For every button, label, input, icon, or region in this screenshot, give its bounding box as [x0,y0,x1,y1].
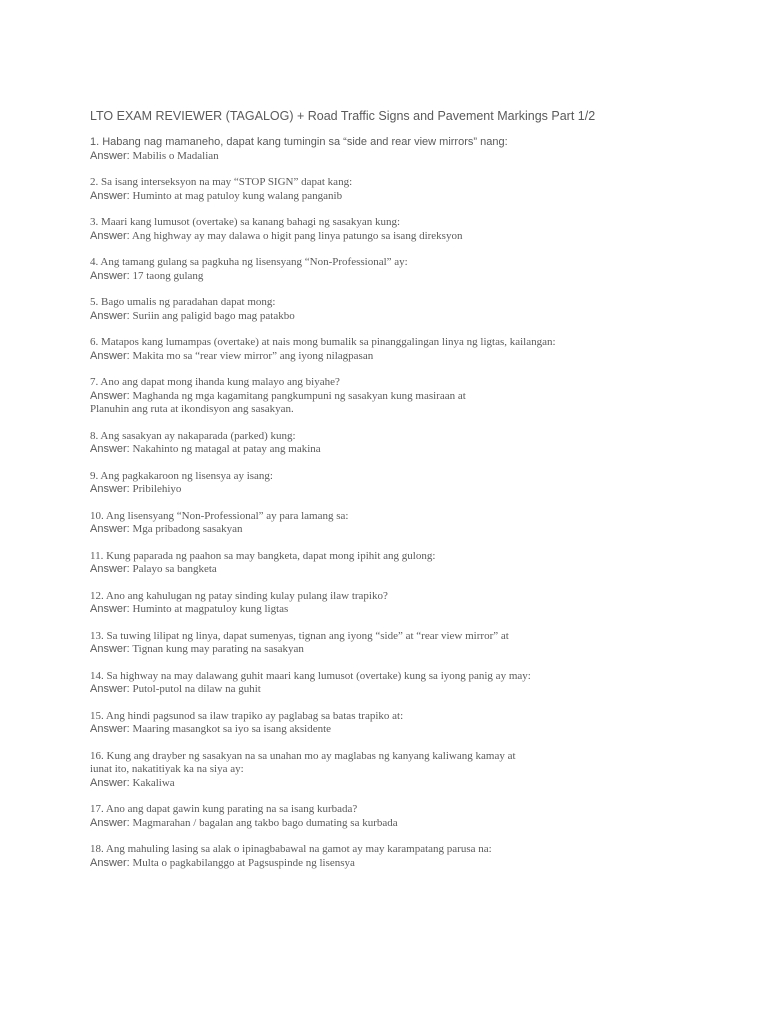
question [90,336,740,350]
answer-prefix: Answer: [90,443,130,455]
question-line: 13. Sa tuwing lilipat ng linya, dapat sumenyas, tignan ang iyong “side” at “rear view mirror” at [90,629,509,642]
qa-item [90,216,740,243]
question-line: 15. Ang hindi pagsunod sa ilaw trapiko ay paglabag sa batas trapiko at: [90,709,404,722]
answer-text: Mabilis o Madalian [132,149,219,162]
qa-item [90,843,740,870]
question-line: 9. Ang pagkakaroon ng lisensya ay isang: [90,469,273,482]
answer-text: 17 taong gulang [132,269,204,282]
answer-text: Magmarahan / bagalan ang takbo bago dumating sa kurbada [132,816,398,829]
answer-text: Tignan kung may parating na sasakyan [132,643,304,655]
answer [90,310,740,324]
question [90,630,740,644]
question-line: 4. Ang tamang gulang sa pagkuha ng lisensyang “Non-Professional” ay: [90,256,408,268]
qa-item [90,430,740,457]
question-line: 11. Kung paparada ng paahon sa may bangketa, dapat mong ipihit ang gulong: [90,549,436,562]
answer-line [90,403,740,417]
question-line: 3. Maari kang lumusot (overtake) sa kanang bahagi ng sasakyan kung: [90,216,401,228]
question [90,590,740,604]
question [90,710,740,724]
answer-prefix: Answer: [90,149,130,162]
answer-line [90,857,740,871]
answer-line [90,310,740,324]
question [90,750,740,777]
answer-prefix: Answer: [90,776,130,789]
question [90,843,740,857]
answer-line [90,563,740,577]
answer-prefix: Answer: [90,389,130,402]
answer-text: Huminto at mag patuloy kung walang panganib [132,189,343,202]
answer-line [90,777,740,791]
answer-text: Maghanda ng mga kagamitang pangkumpuni ng sasakyan kung masiraan at [132,389,466,402]
qa-item [90,710,740,737]
answer-prefix: Answer: [90,309,130,322]
question [90,376,740,390]
answer-text: Kakaliwa [132,776,175,789]
answer-text: Makita mo sa “rear view mirror” ang iyong nilagpasan [132,349,374,362]
qa-list [90,136,740,870]
answer-line [90,603,740,617]
answer-prefix: Answer: [90,349,130,362]
question-line: 8. Ang sasakyan ay nakaparada (parked) kung: [90,429,296,442]
question-line: 6. Matapos kang lumampas (overtake) at nais mong bumalik sa pinanggalingan linya ng ligtas, kailangan: [90,336,556,348]
answer-text: Mga pribadong sasakyan [132,523,243,535]
question [90,216,740,230]
answer-line [90,523,740,537]
answer [90,150,740,164]
qa-item [90,136,740,163]
answer-prefix: Answer: [90,603,130,615]
answer-prefix: Answer: [90,643,130,655]
answer [90,643,740,657]
qa-item [90,376,740,417]
answer-text: Maaring masangkot sa iyo sa isang aksidente [132,723,332,735]
document-page [90,108,740,883]
answer-text: Huminto at magpatuloy kung ligtas [132,603,289,615]
answer [90,390,740,417]
answer [90,777,740,791]
qa-item [90,550,740,577]
qa-item [90,750,740,791]
question [90,296,740,310]
question-line: 7. Ano ang dapat mong ihanda kung malayo ang biyahe? [90,376,340,388]
qa-item [90,803,740,830]
answer-text: Ang highway ay may dalawa o higit pang linya patungo sa isang direksyon [131,229,463,242]
answer-line [90,483,740,497]
question [90,256,740,270]
qa-item [90,670,740,697]
qa-item [90,510,740,537]
document-title: LTO EXAM REVIEWER (TAGALOG) + Road Traffic Signs and Pavement Markings Part 1/2 [90,109,596,123]
answer-line [90,150,740,164]
question-line: 5. Bago umalis ng paradahan dapat mong: [90,296,276,308]
qa-item [90,176,740,203]
answer-text: Nakahinto ng matagal at patay ang makina [132,443,321,455]
answer-text: Putol-putol na dilaw na guhit [132,683,261,695]
answer-prefix: Answer: [90,816,130,829]
answer-prefix: Answer: [90,229,130,242]
answer-line [90,817,740,831]
answer-prefix: Answer: [90,563,130,575]
answer-line [90,230,740,244]
answer-line [90,443,740,457]
answer [90,603,740,617]
answer-line [90,190,740,204]
answer [90,190,740,204]
answer [90,523,740,537]
question [90,430,740,444]
answer-text: Palayo sa bangketa [132,563,217,575]
answer-prefix: Answer: [90,856,130,869]
answer-text: Multa o pagkabilanggo at Pagsuspinde ng lisensya [132,856,355,869]
answer [90,270,740,284]
question-line: 16. Kung ang drayber ng sasakyan na sa unahan mo ay maglabas ng kanyang kaliwang kamay at [90,749,516,762]
qa-item [90,470,740,497]
question-line: 2. Sa isang interseksyon na may “STOP SIGN” dapat kang: [90,176,353,188]
answer-prefix: Answer: [90,723,130,735]
qa-item [90,590,740,617]
answer [90,857,740,871]
question [90,510,740,524]
answer [90,723,740,737]
question-line: 14. Sa highway na may dalawang guhit maari kang lumusot (overtake) kung sa iyong panig ay may: [90,669,531,682]
question [90,176,740,190]
question [90,470,740,484]
question-line: iunat ito, nakatitiyak ka na siya ay: [90,763,244,775]
answer-line [90,390,740,404]
question-line: 1. Habang nag mamaneho, dapat kang tumingin sa “side and rear view mirrors” nang: [90,136,508,148]
question-line: 18. Ang mahuling lasing sa alak o ipinagbabawal na gamot ay may karampatang parusa na: [90,843,492,855]
answer-prefix: Answer: [90,269,130,282]
answer-text: Planuhin ang ruta at ikondisyon ang sasakyan. [90,403,294,415]
answer-line [90,350,740,364]
qa-item [90,630,740,657]
answer-line [90,270,740,284]
question [90,803,740,817]
answer-prefix: Answer: [90,683,130,695]
qa-item [90,336,740,363]
answer [90,230,740,244]
question-line: 12. Ano ang kahulugan ng patay sinding kulay pulang ilaw trapiko? [90,589,388,602]
answer [90,483,740,497]
answer-text: Suriin ang paligid bago mag patakbo [132,309,295,322]
qa-item [90,256,740,283]
answer-line [90,643,740,657]
question [90,136,740,150]
answer [90,817,740,831]
answer-line [90,683,740,697]
answer [90,350,740,364]
answer-line [90,723,740,737]
answer-prefix: Answer: [90,189,130,202]
answer-text: Pribilehiyo [132,483,182,495]
answer [90,683,740,697]
qa-item [90,296,740,323]
answer-prefix: Answer: [90,483,130,495]
answer [90,563,740,577]
question-line: 17. Ano ang dapat gawin kung parating na sa isang kurbada? [90,803,358,815]
question [90,670,740,684]
question-line: 10. Ang lisensyang “Non-Professional” ay para lamang sa: [90,509,349,522]
answer [90,443,740,457]
answer-prefix: Answer: [90,523,130,535]
question [90,550,740,564]
